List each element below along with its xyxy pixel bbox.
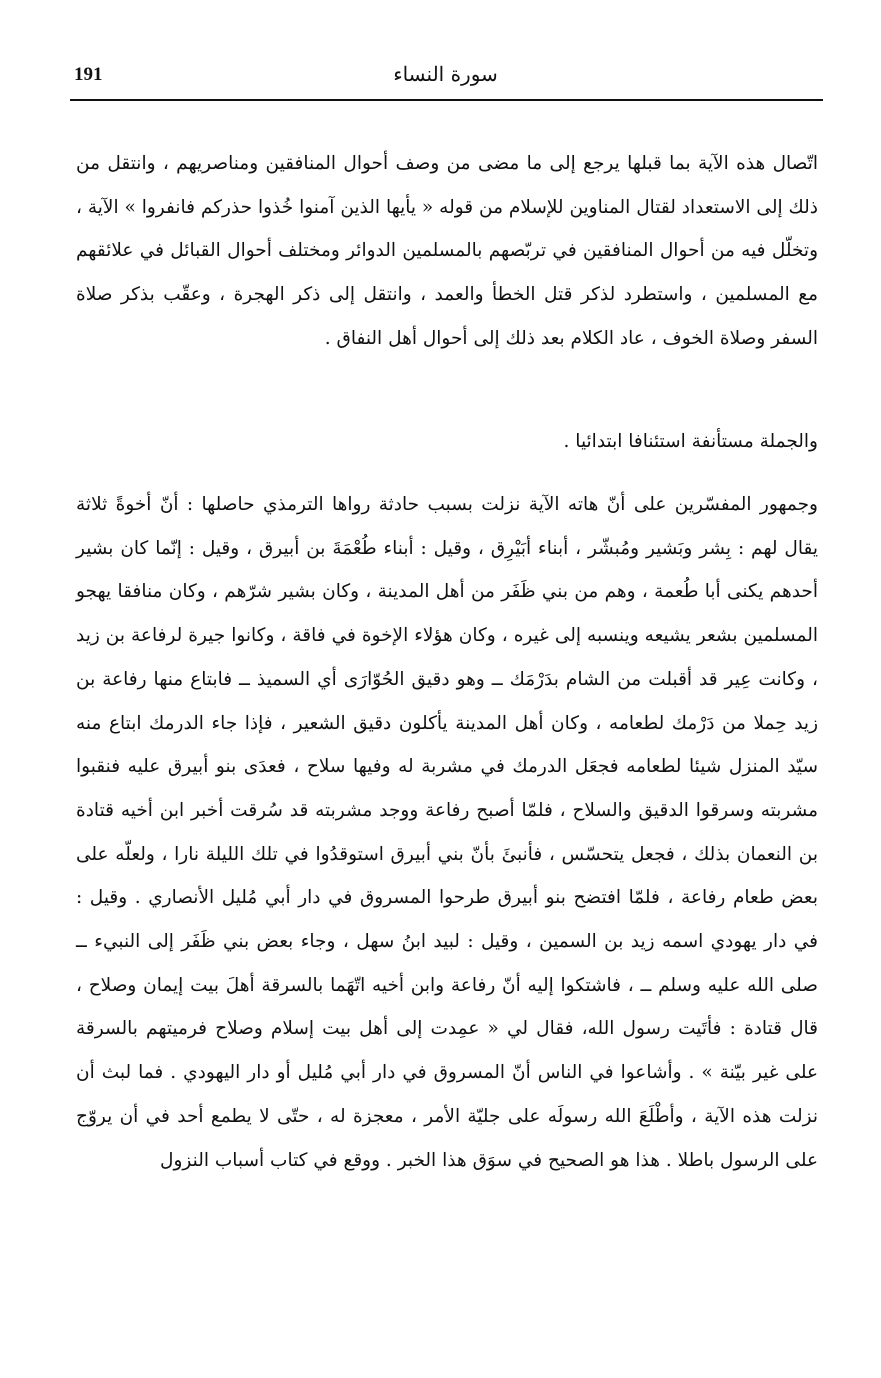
paragraph-intro — [76, 142, 818, 361]
page-number: 191 — [74, 64, 103, 85]
header-rule — [70, 99, 823, 101]
paragraph-occasion — [76, 483, 818, 1182]
paragraph-text: اتّصال هذه الآية بما قبلها يرجع إلى ما مضى من وصف أحوال المنافقين ومناصريهم ، وانتقل من ذلك إلى الاستعداد لقتال المناوين للإسلام من قوله « يأيها الذين آمنوا خُذوا حذركم فانفروا » الآية ، وتخلّل فيه من أحوال المنافقين في تربّصهم بالمسلمين الدوائر ومختلف أحوال القبائل في علائقهم مع المسلمين ، واستطرد لذكر قتل الخطأ والعمد ، وانتقل إلى ذكر الهجرة ، وعقّب بذكر صلاة السفر وصلاة الخوف ، عاد الكلام بعد ذلك إلى أحوال أهل النفاق . — [76, 153, 818, 349]
running-title: سورة النساء — [393, 62, 498, 86]
paragraph-text: وجمهور المفسّرين على أنّ هاته الآية نزلت بسبب حادثة رواها الترمذي حاصلها : أنّ أخوةً ثلاثة يقال لهم : بِشر وبَشير ومُبشّر ، أبناء أبَيْرِق ، وقيل : أبناء طُعْمَةَ بن أبيرق ، وقيل : إنّما كان بشير أحدهم يكنى أبا طُعمة ، وهم من بني ظَفَر من أهل المدينة ، وكان بشير شرّهم ، وكان منافقا يهجو المسلمين بشعر يشيعه وينسبه إلى غيره ، وكان هؤلاء الإخوة في فاقة ، وكانوا جيرة لرفاعة بن زيد ، وكانت عِير قد أقبلت من الشام بدَرْمَك ــ وهو دقيق الحُوّارَى أي السميذ ــ فابتاع منها رفاعة بن زيد حِملا من دَرْمك لطعامه ، وكان أهل المدينة يأكلون دقيق الشعير ، فإذا جاء الدرمك ابتاع منه سيّد المنزل شيئا لطعامه فجعَل الدرمك في مشربة له وفيها سلاح ، فعدَى بنو أبيرق عليه فنقبوا مشربته وسرقوا الدقيق والسلاح ، فلمّا أصبح رفاعة ووجد مشربته قد سُرقت أخبر ابن أخيه قتادة بن النعمان بذلك ، فجعل يتحسّس ، فأنبئَ بأنّ بني أبيرق استوقدُوا في تلك الليلة نارا ، ولعلّه على بعض طعام رفاعة ، فلمّا افتضح بنو أبيرق طرحوا المسروق في دار أبي مُليل الأنصاري . وقيل : في دار يهودي اسمه زيد بن السمين ، وقيل : لبيد ابنُ سهل ، وجاء بعض بني ظَفَر إلى النبيء ــ صلى الله عليه وسلم ــ ، فاشتكوا إليه أنّ رفاعة وابن أخيه اتّهَما بالسرقة أهلَ بيت إيمان وصلاح ، قال قتادة : فأتَيت رسول الله، فقال لي « عمِدت إلى أهل بيت إسلام وصلاح فرميتهم بالسرقة على غير بيّنة » . وأشاعوا في الناس أنّ المسروق في دار أبي مُليل أو دار اليهودي . فما لبث أن نزلت هذه الآية ، وأطْلَعَ الله رسولَه على جليّة الأمر ، معجزة له ، حتّى لا يطمع أحد في أن يروّج على الرسول باطلا . هذا هو الصحيح في سوَق هذا الخبر . ووقع في كتاب أسباب النزول — [76, 494, 818, 1171]
page-header — [70, 58, 821, 100]
paragraph-sentence-note — [76, 420, 818, 464]
paragraph-text: والجملة مستأنفة استئنافا ابتدائيا . — [563, 431, 818, 452]
